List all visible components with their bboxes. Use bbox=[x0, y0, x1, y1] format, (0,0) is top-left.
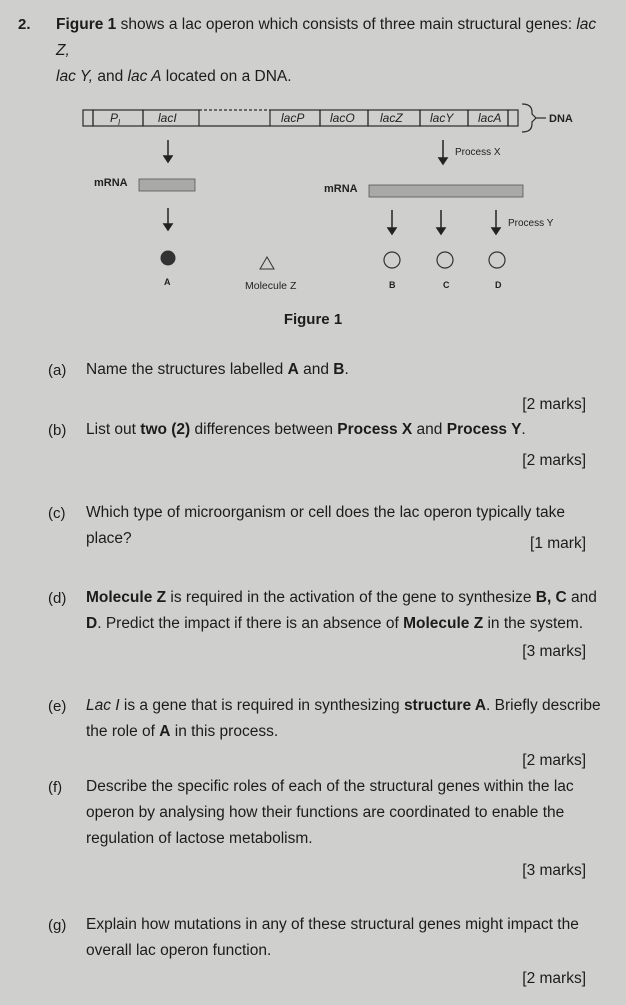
question-g-label: (g) bbox=[48, 917, 67, 934]
dna-segment-start bbox=[83, 110, 93, 126]
lac-operon-diagram bbox=[0, 100, 626, 340]
arrow-down-icon bbox=[164, 224, 172, 230]
structure-a-circle bbox=[161, 251, 176, 266]
label-molecule-z: Molecule Z bbox=[245, 280, 297, 292]
dna-segment-end bbox=[508, 110, 518, 126]
mrna-right-strand bbox=[369, 185, 523, 197]
gene-label-laci: lacI bbox=[158, 111, 177, 125]
arrow-down-icon bbox=[492, 228, 500, 234]
gene-label-p: $P_I$ bbox=[110, 111, 121, 127]
dna-label: DNA bbox=[549, 113, 573, 125]
question-e-text: Lac I is a gene that is required in synthesizing structure A. Briefly describe the role of A in this process. bbox=[86, 697, 601, 740]
question-c-label: (c) bbox=[48, 505, 66, 522]
question-a-label: (a) bbox=[48, 362, 67, 379]
structure-c-circle bbox=[437, 252, 453, 268]
question-c-marks: [1 mark] bbox=[530, 535, 586, 552]
process-x-label: Process X bbox=[455, 147, 501, 158]
mrna-left-strand bbox=[139, 179, 195, 191]
question-d-text: Molecule Z is required in the activation of the gene to synthesize B, C and D. Predict the impact if there is an absence of Molecule Z in the system. bbox=[86, 589, 597, 632]
gene-z-ref: lac Z, bbox=[56, 16, 597, 59]
question-g-marks: [2 marks] bbox=[522, 970, 586, 987]
question-number: 2. bbox=[18, 16, 31, 33]
gene-label-lacy: lacY bbox=[430, 111, 454, 125]
label-c: C bbox=[443, 280, 450, 290]
gene-y-ref: lac Y, bbox=[56, 68, 94, 85]
gene-label-laco: lacO bbox=[330, 111, 355, 125]
gene-label-lacp: lacP bbox=[281, 111, 305, 125]
question-e-marks: [2 marks] bbox=[522, 752, 586, 769]
figure-ref: Figure 1 bbox=[56, 16, 117, 33]
question-intro: Figure 1 shows a lac operon which consists of three main structural genes: lac Z, lac Y, and lac A located on a DNA. bbox=[56, 16, 597, 85]
question-f-marks: [3 marks] bbox=[522, 862, 586, 879]
question-b-label: (b) bbox=[48, 422, 67, 439]
gene-label-lacz: lacZ bbox=[380, 111, 403, 125]
dna-brace bbox=[522, 104, 536, 132]
question-f-text: Describe the specific roles of each of the structural genes within the lac operon by analysing how their functions are coordinated to enable the regulation of lactose metabolism. bbox=[86, 778, 574, 847]
question-g-text: Explain how mutations in any of these structural genes might impact the overall lac operon function. bbox=[86, 916, 579, 959]
gene-a-ref: lac A bbox=[127, 68, 162, 85]
figure-caption: Figure 1 bbox=[283, 311, 343, 328]
question-c-text: Which type of microorganism or cell does the lac operon typically take place? bbox=[86, 504, 565, 547]
arrow-down-icon bbox=[439, 158, 447, 164]
question-b-marks: [2 marks] bbox=[522, 452, 586, 469]
molecule-z-triangle bbox=[260, 257, 274, 269]
structure-b-circle bbox=[384, 252, 400, 268]
question-d-label: (d) bbox=[48, 590, 67, 607]
arrow-down-icon bbox=[437, 228, 445, 234]
question-a-marks: [2 marks] bbox=[522, 396, 586, 413]
structure-d-circle bbox=[489, 252, 505, 268]
arrow-down-icon bbox=[388, 228, 396, 234]
label-d: D bbox=[495, 280, 502, 290]
question-d-marks: [3 marks] bbox=[522, 643, 586, 660]
label-b: B bbox=[389, 280, 396, 290]
question-a-text: Name the structures labelled A and B. bbox=[86, 361, 349, 378]
question-f-label: (f) bbox=[48, 779, 63, 796]
arrow-down-icon bbox=[164, 156, 172, 162]
question-b-text: List out two (2) differences between Process X and Process Y. bbox=[86, 421, 526, 438]
mrna-right-label: mRNA bbox=[324, 183, 358, 195]
label-a: A bbox=[164, 277, 171, 287]
question-e-label: (e) bbox=[48, 698, 67, 715]
process-y-label: Process Y bbox=[508, 218, 554, 229]
mrna-left-label: mRNA bbox=[94, 177, 128, 189]
gene-label-laca: lacA bbox=[478, 111, 502, 125]
